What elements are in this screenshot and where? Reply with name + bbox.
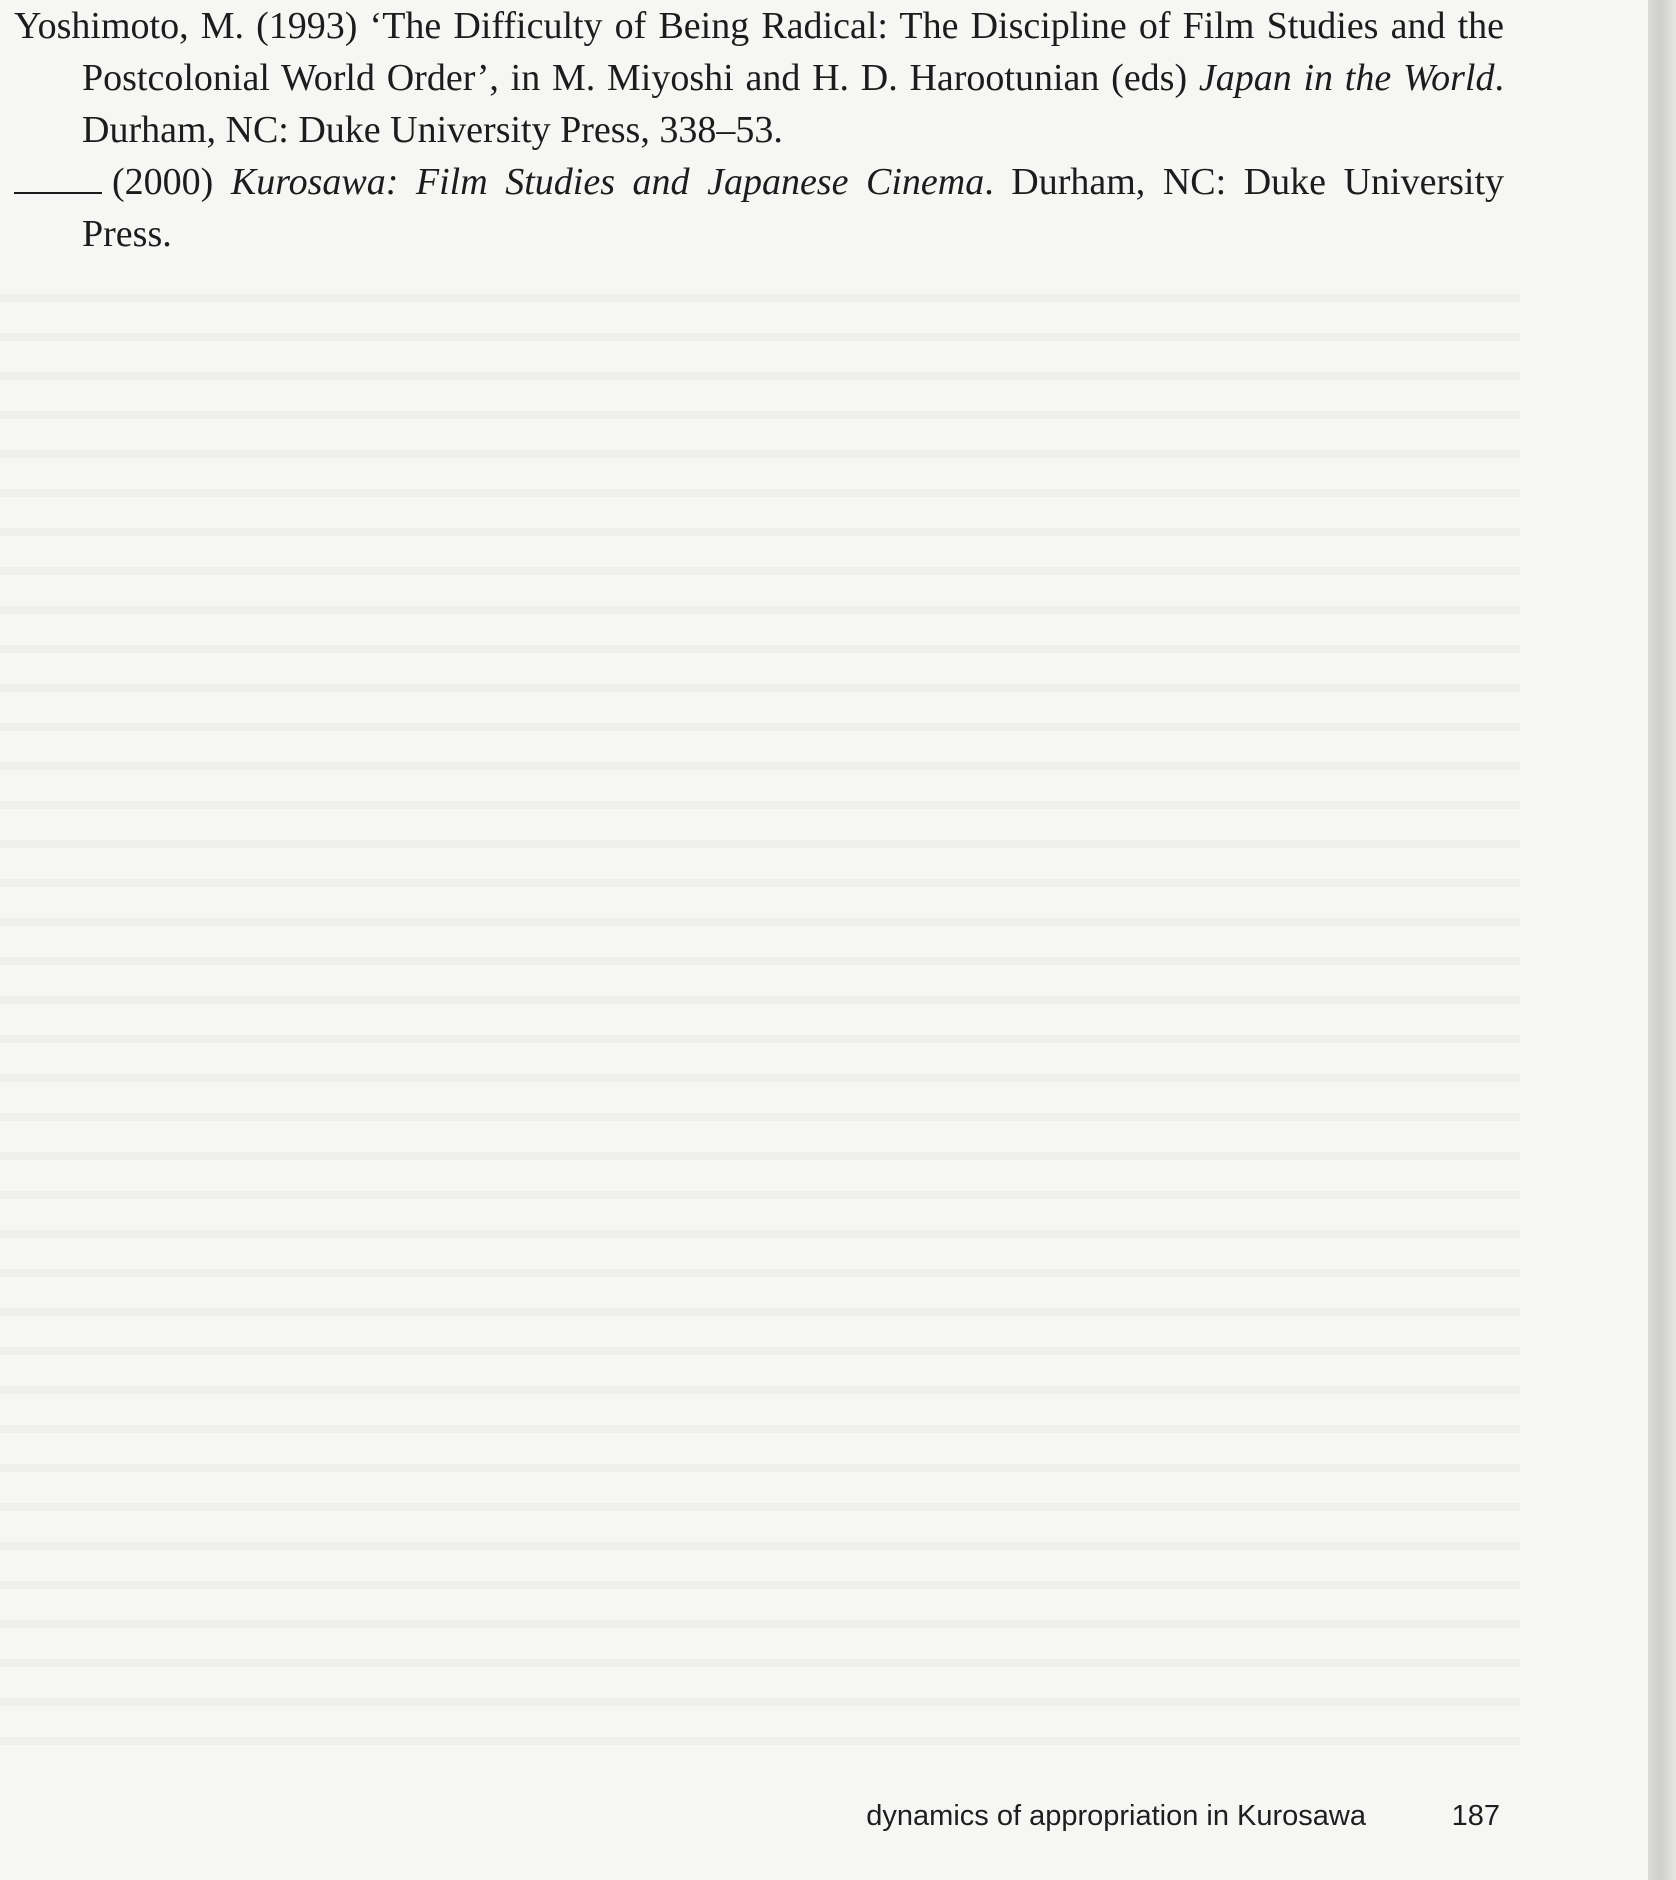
reference-entry-yoshimoto-1993 bbox=[14, 0, 1504, 156]
reference-publication: . Durham, NC: Duke University Press. bbox=[82, 161, 1505, 255]
reference-publication: . Durham, NC: Duke University Press, 338–53. bbox=[82, 57, 1504, 151]
reference-title: Japan in the World bbox=[1198, 57, 1495, 99]
reference-text: (2000) bbox=[112, 161, 231, 203]
page-number: 187 bbox=[1451, 1800, 1500, 1832]
reference-title: Kurosawa: Film Studies and Japanese Cinema bbox=[230, 161, 985, 203]
page-edge bbox=[1648, 0, 1676, 1880]
reference-entry-yoshimoto-2000 bbox=[14, 156, 1504, 260]
reference-text: Yoshimoto, M. (1993) ‘The Difficulty of Being Radical: The Discipline of Film Studies and the Postcolonial World Order’, in M. Miyoshi and H. D. Harootunian (eds) bbox=[14, 5, 1504, 99]
bleed-through-text bbox=[0, 268, 1520, 1758]
author-repeat-dash bbox=[14, 160, 102, 194]
reference-list bbox=[14, 0, 1504, 260]
running-head: dynamics of appropriation in Kurosawa bbox=[866, 1800, 1366, 1832]
